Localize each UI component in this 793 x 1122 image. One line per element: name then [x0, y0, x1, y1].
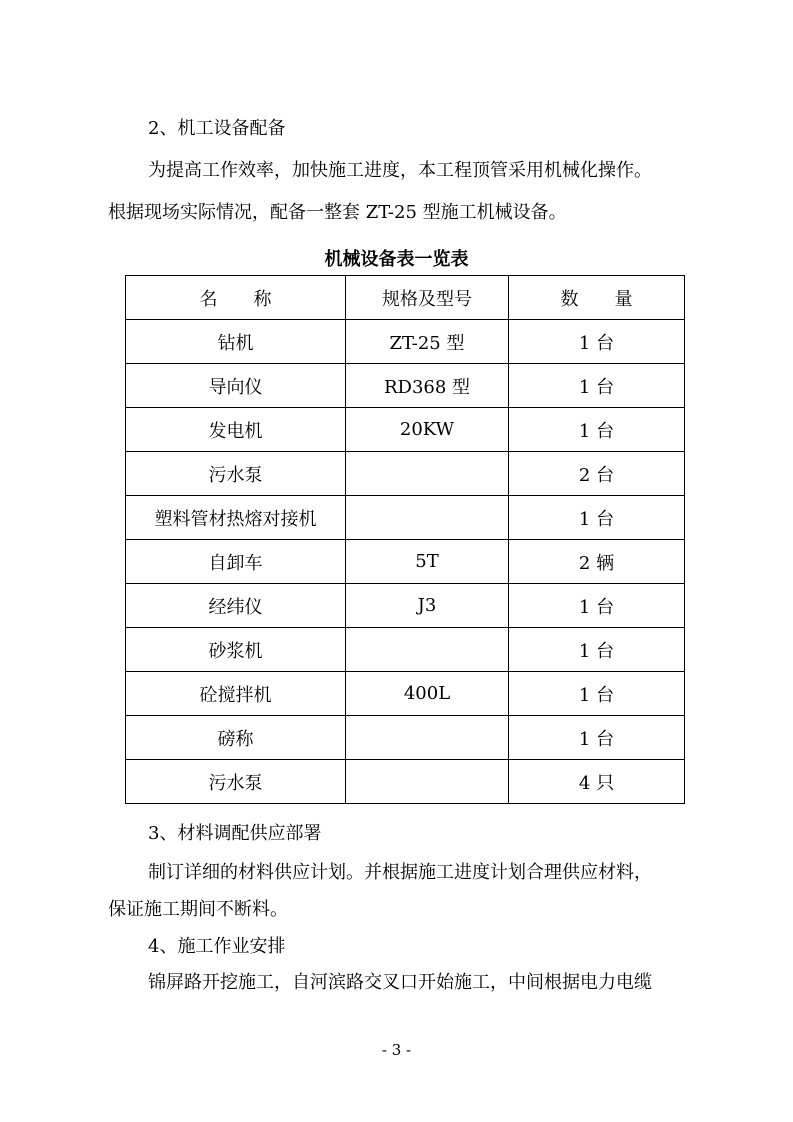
- table-row: [126, 760, 685, 804]
- cell-quantity: 1 台: [509, 408, 685, 452]
- cell-name: 导向仪: [126, 364, 346, 408]
- cell-spec: [346, 716, 509, 760]
- section-3-heading: 3、材料调配供应部署: [148, 823, 322, 844]
- cell-spec: 400L: [346, 672, 509, 716]
- section-4-paragraph-line-1: 锦屏路开挖施工，自河滨路交叉口开始施工，中间根据电力电缆: [148, 972, 652, 993]
- section-2-heading: 2、机工设备配备: [148, 118, 286, 139]
- equipment-table: [125, 275, 685, 804]
- page-number: - 3 -: [381, 1041, 412, 1059]
- cell-name: 经纬仪: [126, 584, 346, 628]
- table-row: [126, 716, 685, 760]
- cell-quantity: 1 台: [509, 672, 685, 716]
- section-3-paragraph-line-2: 保证施工期间不断料。: [108, 899, 288, 920]
- cell-quantity: 1 台: [509, 364, 685, 408]
- cell-quantity: 2 台: [509, 452, 685, 496]
- cell-quantity: 1 台: [509, 584, 685, 628]
- cell-quantity: 1 台: [509, 716, 685, 760]
- cell-spec: [346, 452, 509, 496]
- cell-spec: [346, 628, 509, 672]
- cell-quantity: 1 台: [509, 320, 685, 364]
- cell-spec: [346, 760, 509, 804]
- section-4-heading: 4、施工作业安排: [148, 936, 286, 957]
- table-row: [126, 452, 685, 496]
- section-2-paragraph-line-2: 根据现场实际情况，配备一整套 ZT-25 型施工机械设备。: [108, 202, 567, 223]
- cell-spec: [346, 496, 509, 540]
- cell-name: 污水泵: [126, 760, 346, 804]
- cell-name: 塑料管材热熔对接机: [126, 496, 346, 540]
- cell-quantity: 1 台: [509, 628, 685, 672]
- table-header-row: [126, 276, 685, 320]
- table-row: [126, 584, 685, 628]
- table-row: [126, 540, 685, 584]
- cell-quantity: 4 只: [509, 760, 685, 804]
- header-spec: 规格及型号: [346, 276, 509, 320]
- cell-name: 磅称: [126, 716, 346, 760]
- cell-name: 砼搅拌机: [126, 672, 346, 716]
- cell-spec: 5T: [346, 540, 509, 584]
- cell-name: 污水泵: [126, 452, 346, 496]
- cell-spec: 20KW: [346, 408, 509, 452]
- section-2-paragraph-line-1: 为提高工作效率，加快施工进度，本工程顶管采用机械化操作。: [148, 160, 652, 181]
- cell-quantity: 1 台: [509, 496, 685, 540]
- header-name: 名 称: [126, 276, 346, 320]
- cell-spec: ZT-25 型: [346, 320, 509, 364]
- table-row: [126, 672, 685, 716]
- table-row: [126, 408, 685, 452]
- cell-name: 发电机: [126, 408, 346, 452]
- cell-spec: J3: [346, 584, 509, 628]
- cell-quantity: 2 辆: [509, 540, 685, 584]
- cell-spec: RD368 型: [346, 364, 509, 408]
- table-row: [126, 320, 685, 364]
- table-row: [126, 364, 685, 408]
- table-row: [126, 496, 685, 540]
- cell-name: 钻机: [126, 320, 346, 364]
- cell-name: 自卸车: [126, 540, 346, 584]
- cell-name: 砂浆机: [126, 628, 346, 672]
- header-quantity: 数 量: [509, 276, 685, 320]
- section-3-paragraph-line-1: 制订详细的材料供应计划。并根据施工进度计划合理供应材料，: [148, 862, 652, 883]
- table-row: [126, 628, 685, 672]
- equipment-table-title: 机械设备表一览表: [324, 249, 469, 270]
